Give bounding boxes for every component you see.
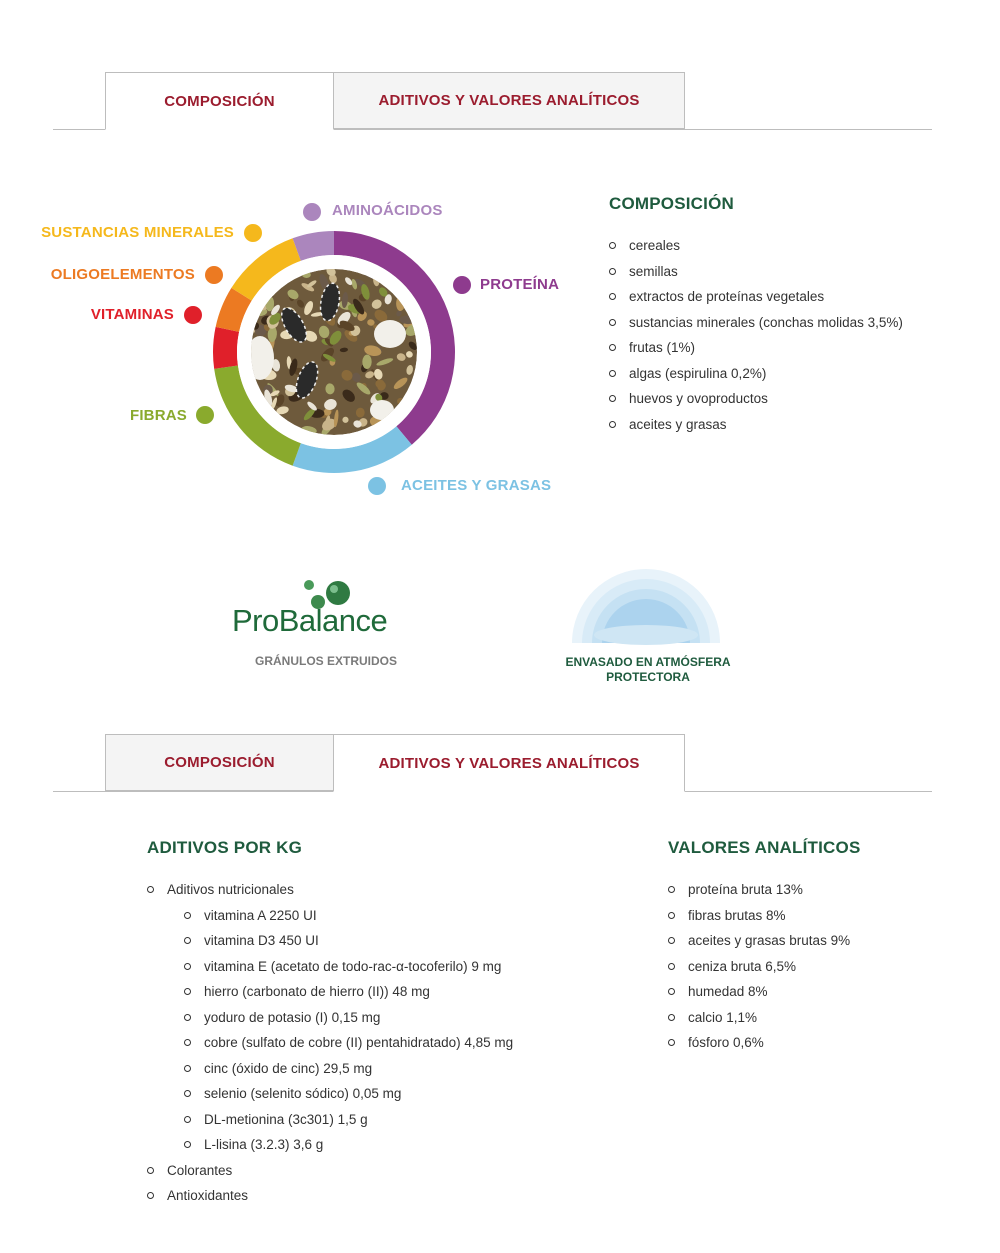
composition-title: COMPOSICIÓN xyxy=(609,194,734,213)
additives-title: ADITIVOS POR KG xyxy=(147,838,303,857)
vitaminas-dot xyxy=(184,306,202,324)
additives-sub-list xyxy=(184,903,587,1158)
shell-fragment xyxy=(374,320,406,348)
list-item: extractos de proteínas vegetales xyxy=(609,284,969,310)
proteina-label: PROTEÍNA xyxy=(480,276,560,293)
composition-list xyxy=(609,233,969,437)
list-item: Colorantes xyxy=(147,1158,587,1184)
probalance-logo xyxy=(232,578,428,640)
list-item: selenio (selenito sódico) 0,05 mg xyxy=(184,1081,587,1107)
tab-aditivos[interactable]: ADITIVOS Y VALORES ANALÍTICOS xyxy=(333,734,685,792)
aminoacidos-dot xyxy=(303,203,321,221)
analytical-title: VALORES ANALÍTICOS xyxy=(668,838,861,857)
list-item: ceniza bruta 6,5% xyxy=(668,954,968,980)
list-item: vitamina E (acetato de todo-rac-α-tocoferilo) 9 mg xyxy=(184,954,587,980)
list-item: hierro (carbonato de hierro (II)) 48 mg xyxy=(184,979,587,1005)
list-item: aceites y grasas xyxy=(609,412,969,438)
list-item: vitamina D3 450 UI xyxy=(184,928,587,954)
list-item: proteína bruta 13% xyxy=(668,877,968,903)
aminoacidos-label: AMINOÁCIDOS xyxy=(332,202,443,219)
donut-segment-vitaminas xyxy=(213,327,239,369)
list-item xyxy=(147,877,587,1158)
list-item: sustancias minerales (conchas molidas 3,5%) xyxy=(609,310,969,336)
list-item: cobre (sulfato de cobre (II) pentahidratado) 4,85 mg xyxy=(184,1030,587,1056)
fibras-label: FIBRAS xyxy=(129,407,187,424)
composition-donut xyxy=(212,230,456,474)
vitaminas-label: VITAMINAS xyxy=(90,306,174,323)
list-item: humedad 8% xyxy=(668,979,968,1005)
oligoelementos-label: OLIGOELEMENTOS xyxy=(50,266,195,283)
list-item: cereales xyxy=(609,233,969,259)
list-item: cinc (óxido de cinc) 29,5 mg xyxy=(184,1056,587,1082)
sustancias-minerales-dot xyxy=(244,224,262,242)
tab-composicion[interactable]: COMPOSICIÓN xyxy=(105,72,334,130)
additives-list xyxy=(147,877,587,1209)
list-item: semillas xyxy=(609,259,969,285)
oligoelementos-dot xyxy=(205,266,223,284)
list-item: frutas (1%) xyxy=(609,335,969,361)
list-item: fibras brutas 8% xyxy=(668,903,968,929)
atmosphere-caption xyxy=(548,655,748,685)
aceites-grasas-label: ACEITES Y GRASAS xyxy=(401,477,552,494)
fibras-dot xyxy=(196,406,214,424)
tab-aditivos[interactable]: ADITIVOS Y VALORES ANALÍTICOS xyxy=(333,72,685,129)
proteina-dot xyxy=(453,276,471,294)
probalance-logo-balance: Balance xyxy=(278,603,388,638)
probalance-caption: GRÁNULOS EXTRUIDOS xyxy=(254,654,397,668)
list-item: aceites y grasas brutas 9% xyxy=(668,928,968,954)
list-item: DL-metionina (3c301) 1,5 g xyxy=(184,1107,587,1133)
additives-group-label: Aditivos nutricionales xyxy=(167,882,294,897)
tab-bar-top xyxy=(53,72,932,130)
list-item: huevos y ovoproductos xyxy=(609,386,969,412)
list-item: vitamina A 2250 UI xyxy=(184,903,587,929)
probalance-logo-pro: Pro xyxy=(232,603,279,638)
list-item: Antioxidantes xyxy=(147,1183,587,1209)
sustancias-minerales-label: SUSTANCIAS MINERALES xyxy=(41,224,234,241)
atmosphere-caption-line2: PROTECTORA xyxy=(606,670,690,684)
aceites-grasas-dot xyxy=(368,477,386,495)
analytical-list xyxy=(668,877,968,1056)
tab-composicion[interactable]: COMPOSICIÓN xyxy=(105,734,334,791)
list-item: fósforo 0,6% xyxy=(668,1030,968,1056)
tab-bar-bottom xyxy=(53,734,932,792)
list-item: L-lisina (3.2.3) 3,6 g xyxy=(184,1132,587,1158)
list-item: algas (espirulina 0,2%) xyxy=(609,361,969,387)
list-item: calcio 1,1% xyxy=(668,1005,968,1031)
atmosphere-caption-line1: ENVASADO EN ATMÓSFERA xyxy=(565,655,731,669)
protective-atmosphere-icon xyxy=(570,555,722,645)
list-item: yoduro de potasio (I) 0,15 mg xyxy=(184,1005,587,1031)
